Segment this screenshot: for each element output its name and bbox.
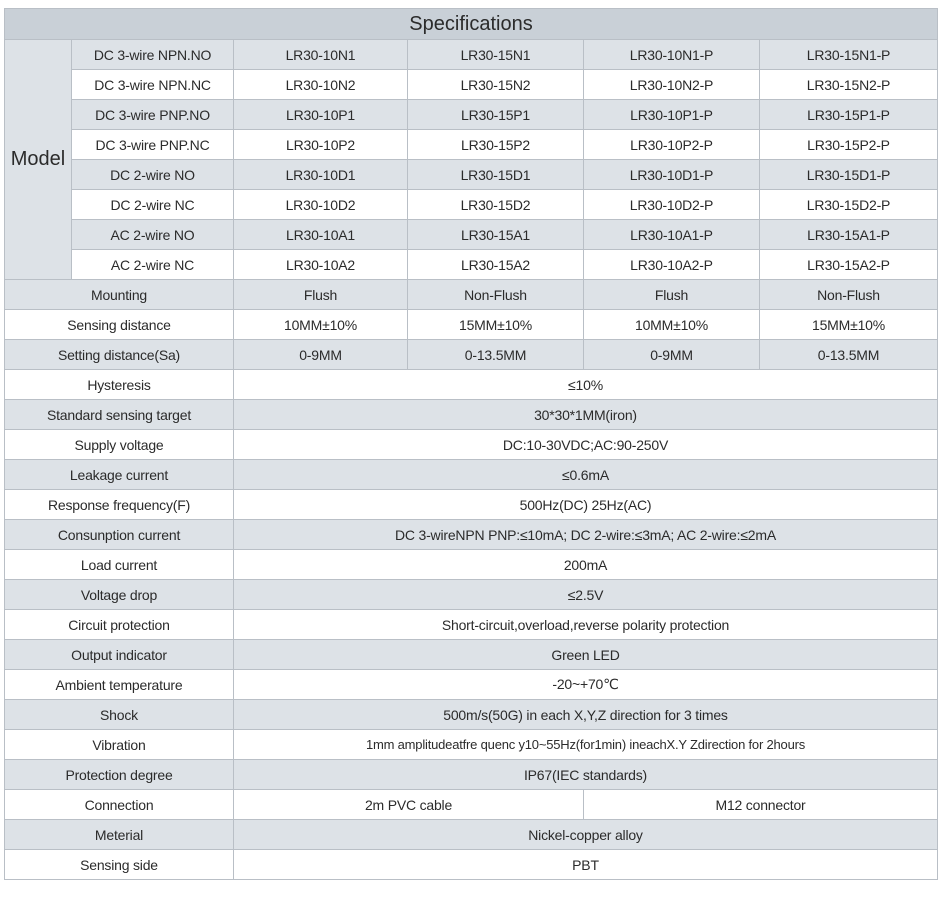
model-code: LR30-10D1-P [584, 160, 760, 190]
model-code: LR30-15P1 [408, 100, 584, 130]
model-type: DC 2-wire NO [72, 160, 234, 190]
spec-value: 2m PVC cable [234, 790, 584, 820]
model-code: LR30-15P2-P [760, 130, 938, 160]
spec-value: -20~+70℃ [234, 670, 938, 700]
model-type: DC 3-wire NPN.NO [72, 40, 234, 70]
model-row [5, 160, 938, 190]
model-type: DC 3-wire PNP.NO [72, 100, 234, 130]
spec-value: 0-13.5MM [760, 340, 938, 370]
spec-value: Flush [234, 280, 408, 310]
spec-value: 200mA [234, 550, 938, 580]
spec-row [5, 280, 938, 310]
spec-value: 30*30*1MM(iron) [234, 400, 938, 430]
model-code: LR30-15D2 [408, 190, 584, 220]
model-code: LR30-15D1 [408, 160, 584, 190]
model-code: LR30-15A2 [408, 250, 584, 280]
spec-value: 10MM±10% [584, 310, 760, 340]
spec-label: Leakage current [5, 460, 234, 490]
model-code: LR30-10D1 [234, 160, 408, 190]
model-code: LR30-15A1 [408, 220, 584, 250]
model-code: LR30-15N2 [408, 70, 584, 100]
spec-row [5, 520, 938, 550]
spec-label: Load current [5, 550, 234, 580]
model-code: LR30-15P2 [408, 130, 584, 160]
spec-value: 0-9MM [584, 340, 760, 370]
model-code: LR30-10A1 [234, 220, 408, 250]
spec-label: Meterial [5, 820, 234, 850]
spec-row [5, 730, 938, 760]
model-row [5, 190, 938, 220]
model-label: Model [5, 40, 72, 280]
model-code: LR30-10A1-P [584, 220, 760, 250]
spec-label: Voltage drop [5, 580, 234, 610]
spec-value: DC 3-wireNPN PNP:≤10mA; DC 2-wire:≤3mA; AC 2-wire:≤2mA [234, 520, 938, 550]
model-code: LR30-10P2 [234, 130, 408, 160]
spec-value: 500m/s(50G) in each X,Y,Z direction for 3 times [234, 700, 938, 730]
spec-value: M12 connector [584, 790, 938, 820]
spec-row [5, 400, 938, 430]
model-type: AC 2-wire NO [72, 220, 234, 250]
spec-label: Sensing distance [5, 310, 234, 340]
spec-value: Green LED [234, 640, 938, 670]
model-code: LR30-10A2-P [584, 250, 760, 280]
spec-row [5, 310, 938, 340]
model-code: LR30-15N2-P [760, 70, 938, 100]
spec-label: Ambient temperature [5, 670, 234, 700]
spec-value: 0-9MM [234, 340, 408, 370]
spec-row [5, 640, 938, 670]
spec-label: Output indicator [5, 640, 234, 670]
spec-value: 15MM±10% [760, 310, 938, 340]
model-row [5, 250, 938, 280]
spec-label: Response frequency(F) [5, 490, 234, 520]
model-code: LR30-10N2-P [584, 70, 760, 100]
spec-label: Circuit protection [5, 610, 234, 640]
model-code: LR30-10N2 [234, 70, 408, 100]
spec-label: Shock [5, 700, 234, 730]
specifications-table [4, 8, 938, 880]
spec-label: Protection degree [5, 760, 234, 790]
model-row [5, 70, 938, 100]
model-row [5, 130, 938, 160]
spec-label: Sensing side [5, 850, 234, 880]
model-code: LR30-10P1 [234, 100, 408, 130]
spec-label: Consunption current [5, 520, 234, 550]
spec-row [5, 340, 938, 370]
model-code: LR30-15N1-P [760, 40, 938, 70]
spec-row [5, 670, 938, 700]
spec-label: Setting distance(Sa) [5, 340, 234, 370]
model-code: LR30-10P1-P [584, 100, 760, 130]
spec-row [5, 490, 938, 520]
model-code: LR30-15A2-P [760, 250, 938, 280]
spec-value: 15MM±10% [408, 310, 584, 340]
spec-value: 1mm amplitudeatfre quenc y10~55Hz(for1min) ineachX.Y Zdirection for 2hours [234, 730, 938, 760]
spec-row [5, 700, 938, 730]
model-code: LR30-15A1-P [760, 220, 938, 250]
model-code: LR30-10D2-P [584, 190, 760, 220]
spec-value: 0-13.5MM [408, 340, 584, 370]
model-row [5, 100, 938, 130]
spec-row [5, 580, 938, 610]
spec-value: Non-Flush [760, 280, 938, 310]
spec-row [5, 430, 938, 460]
model-type: AC 2-wire NC [72, 250, 234, 280]
model-code: LR30-15N1 [408, 40, 584, 70]
spec-row [5, 760, 938, 790]
spec-row [5, 460, 938, 490]
spec-value: Short-circuit,overload,reverse polarity protection [234, 610, 938, 640]
table-title: Specifications [5, 9, 938, 40]
spec-value: ≤10% [234, 370, 938, 400]
model-type: DC 3-wire NPN.NC [72, 70, 234, 100]
model-type: DC 2-wire NC [72, 190, 234, 220]
model-row [5, 220, 938, 250]
spec-value: Non-Flush [408, 280, 584, 310]
model-code: LR30-10N1-P [584, 40, 760, 70]
spec-value: ≤2.5V [234, 580, 938, 610]
spec-label: Mounting [5, 280, 234, 310]
model-code: LR30-15D1-P [760, 160, 938, 190]
spec-value: 500Hz(DC) 25Hz(AC) [234, 490, 938, 520]
spec-value: Nickel-copper alloy [234, 820, 938, 850]
spec-value: 10MM±10% [234, 310, 408, 340]
spec-row [5, 820, 938, 850]
model-code: LR30-10D2 [234, 190, 408, 220]
model-code: LR30-10P2-P [584, 130, 760, 160]
spec-value: Flush [584, 280, 760, 310]
spec-table-wrapper [4, 8, 937, 880]
spec-value: IP67(IEC standards) [234, 760, 938, 790]
spec-row [5, 370, 938, 400]
spec-row [5, 850, 938, 880]
spec-row [5, 550, 938, 580]
spec-label: Standard sensing target [5, 400, 234, 430]
spec-row-connection [5, 790, 938, 820]
model-row [5, 40, 938, 70]
spec-label: Supply voltage [5, 430, 234, 460]
model-code: LR30-15D2-P [760, 190, 938, 220]
spec-value: PBT [234, 850, 938, 880]
spec-value: ≤0.6mA [234, 460, 938, 490]
spec-label: Vibration [5, 730, 234, 760]
model-type: DC 3-wire PNP.NC [72, 130, 234, 160]
spec-label: Hysteresis [5, 370, 234, 400]
spec-label: Connection [5, 790, 234, 820]
spec-row [5, 610, 938, 640]
spec-value: DC:10-30VDC;AC:90-250V [234, 430, 938, 460]
model-code: LR30-10A2 [234, 250, 408, 280]
model-code: LR30-15P1-P [760, 100, 938, 130]
model-code: LR30-10N1 [234, 40, 408, 70]
